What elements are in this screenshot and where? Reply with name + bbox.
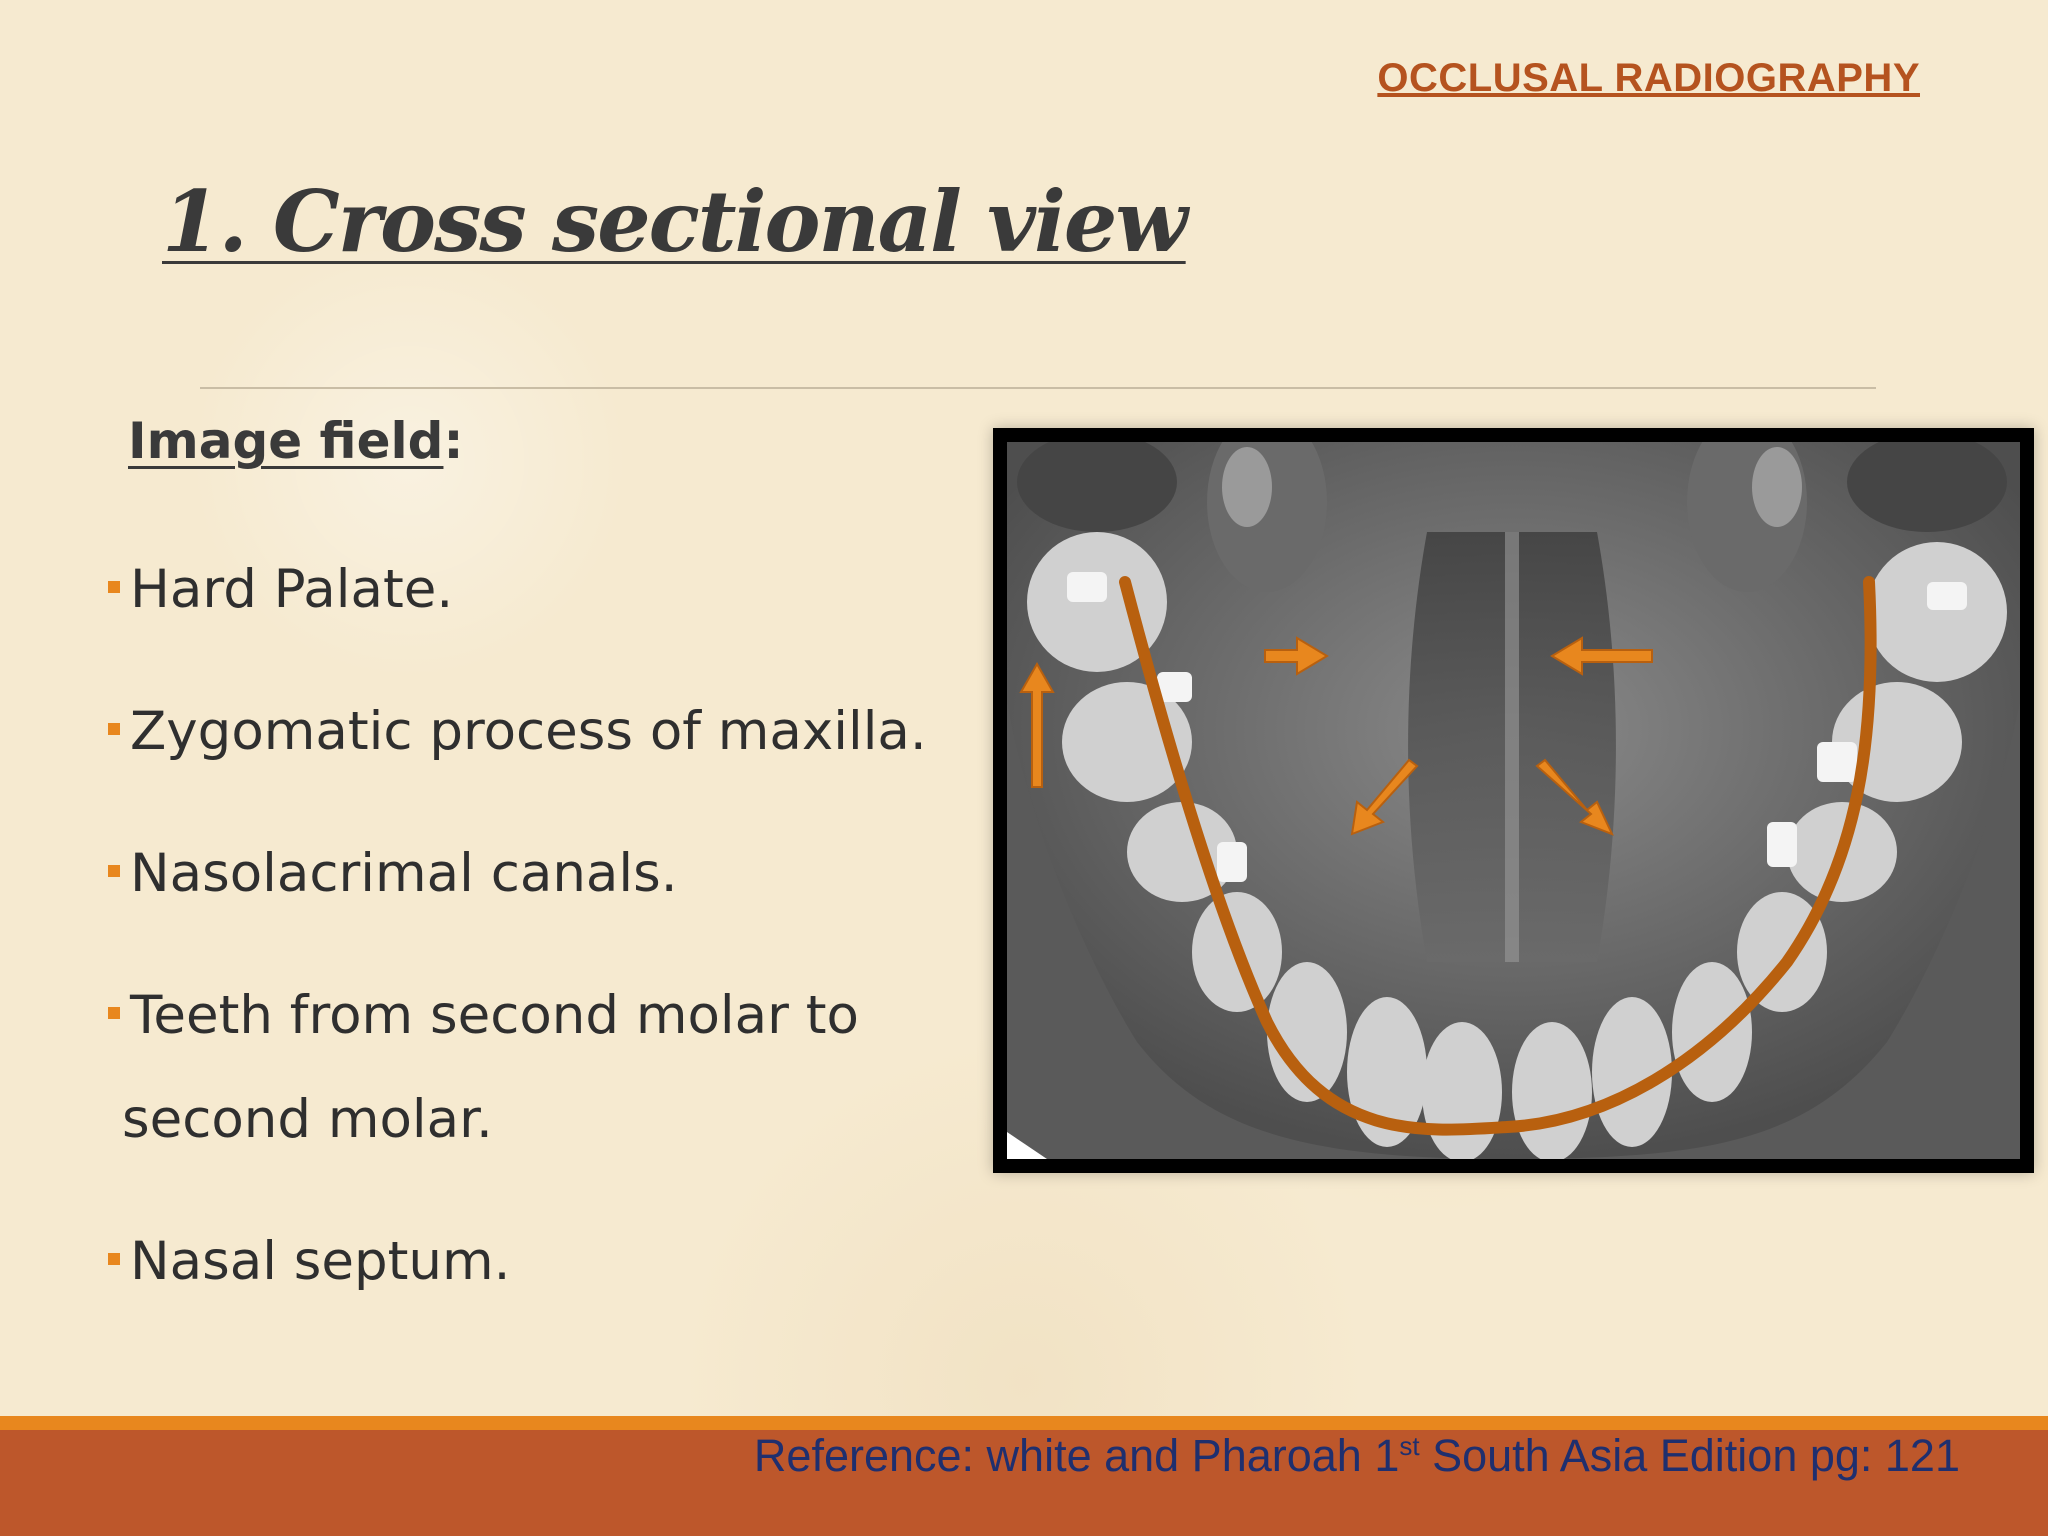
list-item <box>106 964 927 1172</box>
xray-figure <box>993 428 2034 1173</box>
list-item-text: Nasolacrimal canals. <box>130 843 678 904</box>
bullet-square-icon <box>108 581 120 593</box>
list-item-text: Teeth from second molar to <box>130 985 859 1046</box>
field-heading <box>128 412 463 470</box>
footer-reference <box>754 1430 1960 1482</box>
field-heading-colon: : <box>443 412 464 470</box>
list-item-text: Hard Palate. <box>130 559 454 620</box>
occlusal-xray-image <box>1007 442 2020 1159</box>
slide-title: 1. Cross sectional view <box>162 172 1186 271</box>
field-heading-label: Image field <box>128 412 444 470</box>
bullet-square-icon <box>108 1007 120 1019</box>
footer-ref-pre: Reference: white and Pharoah 1 <box>753 1430 1400 1481</box>
list-item <box>106 822 927 926</box>
list-item <box>106 538 927 642</box>
bullet-square-icon <box>108 1253 120 1265</box>
bullet-square-icon <box>108 723 120 735</box>
bullet-square-icon <box>108 865 120 877</box>
divider <box>200 387 1876 389</box>
header-title: OCCLUSAL RADIOGRAPHY <box>1377 56 1920 100</box>
list-item-text-continued: second molar. <box>122 1089 493 1150</box>
image-field-list <box>106 538 927 1352</box>
footer-ref-post: South Asia Edition pg: 121 <box>1419 1430 1960 1481</box>
list-item-text: Nasal septum. <box>130 1231 511 1292</box>
footer-ref-sup: st <box>1399 1431 1420 1461</box>
list-item-text: Zygomatic process of maxilla. <box>130 701 927 762</box>
list-item <box>106 680 927 784</box>
list-item <box>106 1210 927 1314</box>
